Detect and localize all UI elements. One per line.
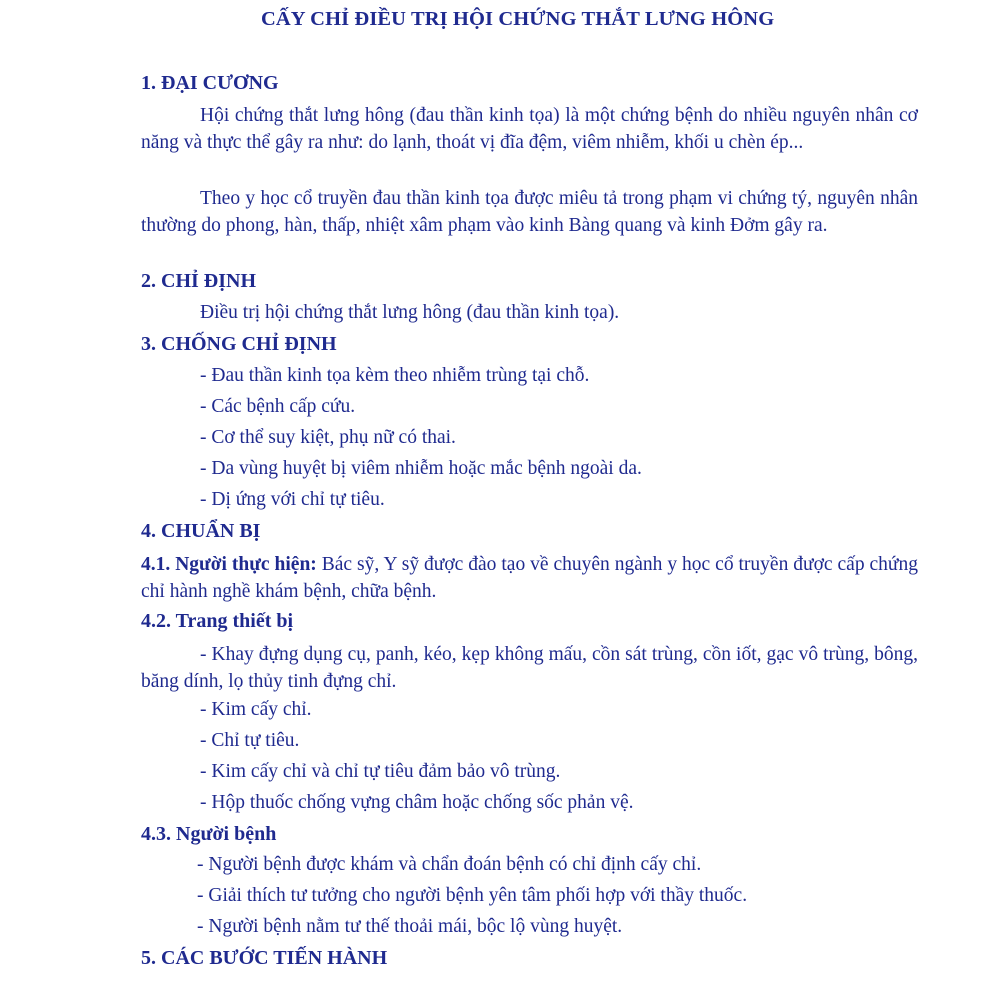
section-2-paragraph: Điều trị hội chứng thắt lưng hông (đau thần kinh tọa). xyxy=(200,302,620,323)
contraindication-item: - Cơ thể suy kiệt, phụ nữ có thai. xyxy=(200,427,456,448)
section-4-heading: 4. CHUẨN BỊ xyxy=(141,520,261,542)
patient-item: - Giải thích tư tưởng cho người bệnh yên tâm phối hợp với thầy thuốc. xyxy=(197,885,748,906)
section-1-heading: 1. ĐẠI CƯƠNG xyxy=(141,72,279,94)
section-4-2-heading: 4.2. Trang thiết bị xyxy=(141,610,294,632)
section-4-2-paragraph: - Khay đựng dụng cụ, panh, kéo, kẹp không mấu, cồn sát trùng, cồn iốt, gạc vô trùng, bông, băng dính, lọ thủy tinh đựng chỉ. xyxy=(141,644,918,692)
equipment-item: - Chỉ tự tiêu. xyxy=(200,730,300,751)
contraindication-item: - Da vùng huyệt bị viêm nhiễm hoặc mắc bệnh ngoài da. xyxy=(200,458,642,479)
section-1-paragraph-1: Hội chứng thắt lưng hông (đau thần kinh tọa) là một chứng bệnh do nhiều nguyên nhân cơ năng và thực thể gây ra như: do lạnh, thoát vị đĩa đệm, viêm nhiễm, khối u chèn ép... xyxy=(141,105,918,153)
equipment-item: - Kim cấy chỉ và chỉ tự tiêu đảm bảo vô trùng. xyxy=(200,761,561,782)
equipment-item: - Kim cấy chỉ. xyxy=(200,699,312,720)
section-3-heading: 3. CHỐNG CHỈ ĐỊNH xyxy=(141,333,337,355)
contraindication-item: - Các bệnh cấp cứu. xyxy=(200,396,356,417)
section-5-heading: 5. CÁC BƯỚC TIẾN HÀNH xyxy=(141,947,388,969)
patient-item: - Người bệnh nằm tư thế thoải mái, bộc lộ vùng huyệt. xyxy=(197,916,623,937)
section-2-heading: 2. CHỈ ĐỊNH xyxy=(141,270,257,292)
contraindication-item: - Dị ứng với chỉ tự tiêu. xyxy=(200,489,385,510)
patient-item: - Người bệnh được khám và chẩn đoán bệnh có chỉ định cấy chỉ. xyxy=(197,854,702,875)
section-1-paragraph-2: Theo y học cổ truyền đau thần kinh tọa được miêu tả trong phạm vi chứng tý, nguyên nhân thường do phong, hàn, thấp, nhiệt xâm phạm vào kinh Bàng quang và kinh Đởm gây ra. xyxy=(141,188,918,236)
section-4-1-label: 4.1. Người thực hiện: xyxy=(141,554,317,575)
document-title: CẤY CHỈ ĐIỀU TRỊ HỘI CHỨNG THẮT LƯNG HÔNG xyxy=(261,8,775,30)
contraindication-item: - Đau thần kinh tọa kèm theo nhiễm trùng tại chỗ. xyxy=(200,365,590,386)
equipment-item: - Hộp thuốc chống vựng châm hoặc chống sốc phản vệ. xyxy=(200,792,634,813)
section-4-1-paragraph xyxy=(141,551,918,605)
section-4-3-heading: 4.3. Người bệnh xyxy=(141,823,277,845)
section-4-1-text: Bác sỹ, Y sỹ được đào tạo về chuyên ngành y học cổ truyền được cấp chứng chỉ hành nghề khám bệnh, chữa bệnh. xyxy=(141,554,918,602)
